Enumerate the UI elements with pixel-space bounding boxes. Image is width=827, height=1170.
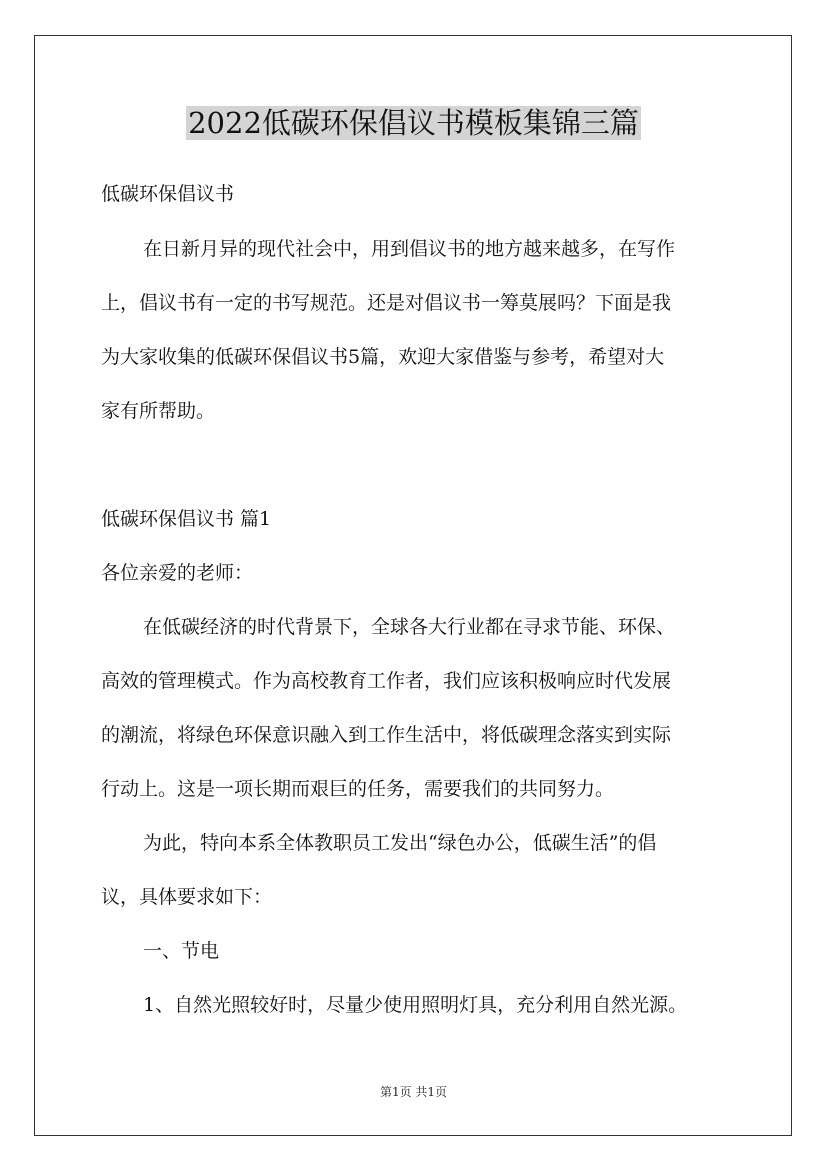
paragraph-line: 家有所帮助。: [101, 400, 216, 422]
paragraph-line: 上，倡议书有一定的书写规范。还是对倡议书一筹莫展吗？下面是我: [101, 292, 672, 314]
paragraph-line: 为此，特向本系全体教职员工发出“绿色办公，低碳生活”的倡: [143, 832, 657, 854]
paragraph-line: 在低碳经济的时代背景下，全球各大行业都在寻求节能、环保、: [143, 616, 676, 638]
list-item: 1、自然光照较好时，尽量少使用照明灯具，充分利用自然光源。: [143, 994, 688, 1016]
section-heading: 低碳环保倡议书 篇1: [101, 508, 272, 530]
document-title-text: 2022低碳环保倡议书模板集锦三篇: [188, 106, 639, 140]
document-title: [0, 103, 827, 143]
paragraph-line: 为大家收集的低碳环保倡议书5篇，欢迎大家借鉴与参考，希望对大: [101, 346, 665, 368]
paragraph-line: 的潮流，将绿色环保意识融入到工作生活中，将低碳理念落实到实际: [101, 724, 672, 746]
paragraph-line: 议，具体要求如下：: [101, 886, 273, 908]
section-heading: 低碳环保倡议书: [101, 183, 235, 205]
page-footer: 第1页 共1页: [379, 1085, 448, 1099]
paragraph-line: 行动上。这是一项长期而艰巨的任务，需要我们的共同努力。: [101, 778, 615, 800]
paragraph-line: 在日新月异的现代社会中，用到倡议书的地方越来越多，在写作: [143, 238, 676, 260]
list-heading: 一、节电: [143, 940, 220, 962]
paragraph-line: 高效的管理模式。作为高校教育工作者，我们应该积极响应时代发展: [101, 670, 672, 692]
salutation: 各位亲爱的老师：: [101, 562, 254, 584]
